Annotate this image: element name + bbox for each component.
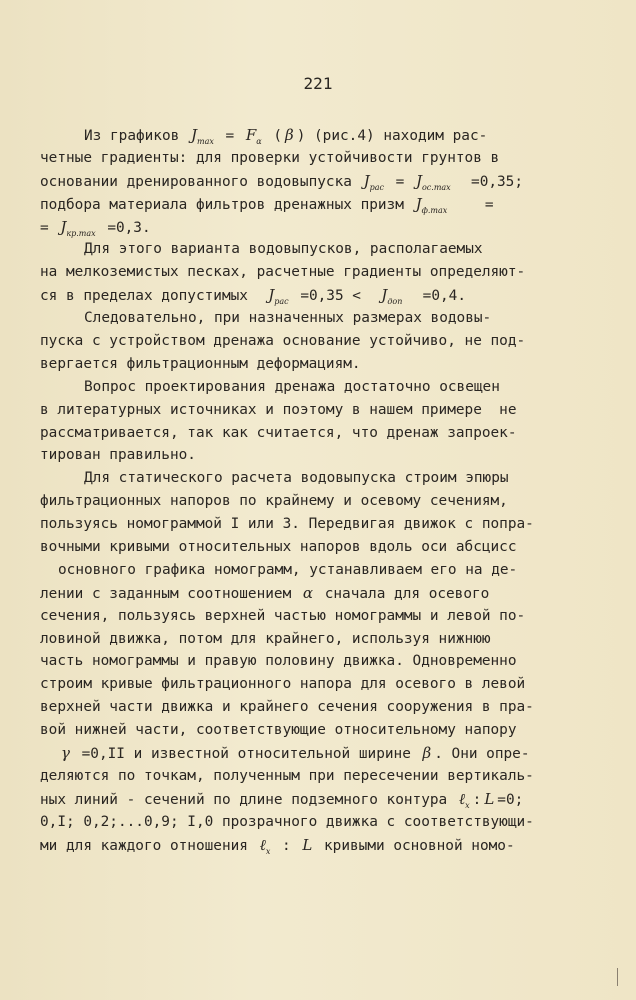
typed-text: пуска с устройством дренажа основание устойчиво, не под- [40,333,526,350]
text-line [40,490,596,513]
typed-text: верхней части движка и крайнего сечения сооружения в пра- [40,699,534,716]
handwritten-symbol: $J_{кр.max}$ [60,217,96,238]
handwritten-symbol: $J_{доп}$ [381,286,403,307]
page-edge-mark [617,968,618,986]
text-line [40,330,596,353]
typed-text: пользуясь номограммой I или 3. Передвигая движок с попра- [40,516,534,533]
typed-text: основании дренированного водовыпуска [40,173,361,190]
text-line [40,788,596,811]
text-line [40,238,596,261]
typed-text: ловиной движка, потом для крайнего, используя нижнюю [40,630,491,647]
handwritten-symbol: L [302,835,313,854]
text-line [40,605,596,628]
handwritten-symbol: $F_\alpha$ [245,126,262,146]
page-number: 221 [303,74,333,93]
typed-text: ) (рис.4) находим рас- [296,128,488,144]
symbol-subscript: доп [387,297,403,307]
text-line [40,284,596,307]
text-line [40,513,596,536]
typed-text: рассматривается, так как считается, что дренаж запроек- [40,424,517,441]
typed-text: =0,35 < [291,288,379,305]
typed-text: сечения, пользуясь верхней частью номограммы и левой по- [40,607,526,624]
typed-text: = [40,219,58,236]
text-line [40,307,596,330]
typed-text: на мелкоземистых песках, расчетные градиенты определяют- [40,264,526,281]
text-line [40,834,596,857]
handwritten-symbol: $J_{max}$ [190,126,214,146]
typed-text: Следовательно, при назначенных размерах водовы- [84,310,492,327]
handwritten-symbol: $J_{рас}$ [363,171,384,192]
handwritten-symbol: β [422,744,432,763]
text-line [40,376,596,399]
text-line [40,422,596,445]
symbol-subscript: ос.max [421,182,451,192]
text-line [40,467,596,490]
typed-text: вочными кривыми относительных напоров вдоль оси абсцисс [40,539,517,556]
typed-text: Из графиков [84,128,188,144]
handwritten-symbol: γ [61,744,70,763]
typed-text: ных линий - сечений по длине подземного контура [40,791,456,808]
typed-text: деляются по точкам, полученным при пересечении вертикаль- [40,767,534,784]
text-line [40,719,596,742]
text-line [40,261,596,284]
typed-text: тирован правильно. [40,447,196,464]
typed-text: подбора материала фильтров дренажных призм [40,196,413,213]
typed-text: : [472,791,482,808]
typed-text: 0,I; 0,2;...0,9; I,0 прозрачного движка с соответствующи- [40,813,534,830]
text-line [40,696,596,719]
typed-text: =0,II и известной относительной ширине [72,746,420,763]
handwritten-symbol: $J_{ф.max}$ [415,194,448,215]
typed-text: . Они опре- [434,746,530,763]
text-line [40,399,596,422]
typed-text: =0,3. [98,219,151,236]
typed-text: лении с заданным соотношением [40,585,300,602]
text-line [40,673,596,696]
symbol-subscript: max [196,137,214,146]
handwritten-symbol: ℓ$_x$ [458,789,470,810]
text-line [40,124,596,147]
text-line [40,353,596,376]
typed-text: четные градиенты: для проверки устойчивости грунтов в [40,149,500,166]
text-line [40,536,596,559]
typed-text: : [273,837,300,854]
typed-text: сначала для осевого [316,585,490,602]
typed-text: строим кривые фильтрационного напора для осевого в левой [40,676,526,693]
typed-text: ( [264,128,283,144]
text-line [40,147,596,170]
text-line [40,650,596,673]
symbol-subscript: рас [369,182,384,192]
typed-text: фильтрационных напоров по крайнему и осевому сечениям, [40,493,508,510]
typed-text: Вопрос проектирования дренажа достаточно освещен [84,378,500,395]
typed-text: кривыми основной номо- [315,837,515,854]
text-line [40,444,596,467]
typed-text: ми для каждого отношения [40,837,257,854]
handwritten-symbol: $J_{ос.max}$ [415,171,451,192]
text-line [40,170,596,193]
typed-text: Для этого варианта водовыпусков, располагаемых [84,241,483,258]
symbol-subscript: x [265,846,271,856]
handwritten-symbol: α [302,583,314,602]
body-text [40,124,596,857]
typed-text: Для статического расчета водовыпуска строим эпюры [84,470,509,487]
typed-text: вергается фильтрационным деформациям. [40,355,361,372]
text-line [40,559,596,582]
handwritten-symbol: ℓ$_x$ [259,835,271,856]
text-line [40,765,596,788]
symbol-subscript: кр.max [66,228,96,238]
typed-text: =0,4. [405,288,467,305]
text-line [40,811,596,834]
typed-text: в литературных источниках и поэтому в нашем примере не [40,401,517,418]
typed-text: =0; [497,791,524,808]
symbol-subscript: ф.max [421,205,448,215]
text-line [40,582,596,605]
typed-text: = [386,173,413,190]
text-line [40,216,596,239]
typed-text: вой нижней части, соответствующие относительному напору [40,722,517,739]
text-line [40,193,596,216]
symbol-subscript: α [256,137,262,146]
typed-text: часть номограммы и правую половину движка. Одновременно [40,653,517,670]
symbol-subscript: x [465,800,470,810]
handwritten-symbol: $J_{рас}$ [268,286,289,307]
typed-text: = [450,196,494,213]
handwritten-symbol: β [285,126,294,144]
typed-text: = [216,128,243,144]
text-line [40,742,596,765]
typed-text: =0,35; [453,173,524,190]
symbol-subscript: рас [274,297,289,307]
typed-text: ся в пределах допустимых [40,288,266,305]
text-line [40,628,596,651]
handwritten-symbol: L [484,789,495,808]
typed-text: основного графика номограмм, устанавливаем его на де- [58,561,518,578]
